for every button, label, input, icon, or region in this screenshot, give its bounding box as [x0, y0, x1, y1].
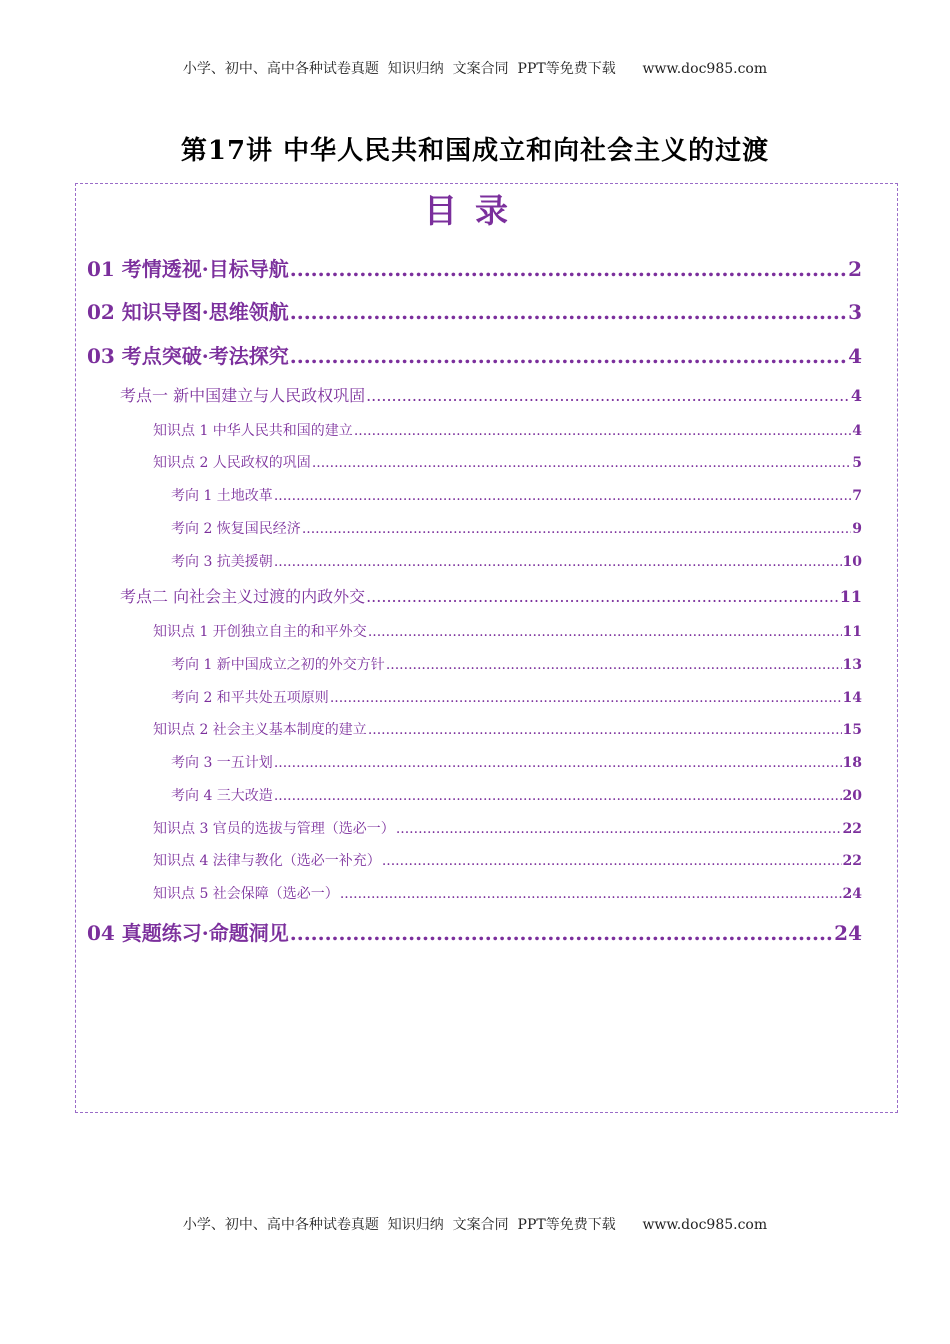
toc-entry-zhishidian[interactable]: [153, 883, 862, 903]
toc-leader: [396, 821, 842, 837]
toc-leader: [274, 755, 842, 771]
toc-leader: [274, 488, 851, 504]
toc-entry-page: 24: [842, 886, 862, 902]
toc-entry-label: 考向 1 新中国成立之初的外交方针: [171, 657, 385, 673]
toc-entry-kaoxiang[interactable]: [171, 654, 862, 674]
toc-entry-kaoxiang[interactable]: [171, 687, 862, 707]
document-title: 第17讲 中华人民共和国成立和向社会主义的过渡: [180, 136, 770, 166]
toc-leader: [366, 386, 850, 405]
toc-entry-page: 18: [842, 755, 862, 771]
toc-entry-02[interactable]: [87, 296, 862, 325]
toc-entry-04[interactable]: [87, 917, 862, 946]
toc-leader: [368, 722, 842, 738]
toc-entry-page: 15: [842, 722, 862, 738]
toc-entry-page: 11: [842, 624, 862, 640]
toc-leader: [330, 690, 842, 706]
toc-entry-label: 03 考点突破·考法探究: [87, 344, 289, 368]
toc-entry-label: 知识点 3 官员的选拔与管理（选必一）: [153, 821, 395, 837]
toc-entry-label: 考向 3 抗美援朝: [171, 554, 273, 570]
toc-entry-zhishidian[interactable]: [153, 420, 862, 440]
toc-entry-zhishidian[interactable]: [153, 719, 862, 739]
toc-entry-label: 知识点 5 社会保障（选必一）: [153, 886, 339, 902]
toc-entry-kaodian-2[interactable]: [120, 584, 862, 607]
toc-entry-label: 考点一 新中国建立与人民政权巩固: [120, 386, 366, 405]
toc-leader: [290, 300, 847, 324]
toc-leader: [274, 788, 842, 804]
toc-leader: [290, 921, 833, 945]
toc-leader: [274, 554, 842, 570]
toc-entry-label: 考向 1 土地改革: [171, 488, 273, 504]
toc-entry-page: 14: [842, 690, 862, 706]
toc-leader: [340, 886, 842, 902]
toc-entry-label: 02 知识导图·思维领航: [87, 300, 289, 324]
toc-entry-page: 24: [834, 921, 862, 945]
toc-entry-label: 考向 3 一五计划: [171, 755, 273, 771]
toc-entry-label: 知识点 4 法律与教化（选必一补充）: [153, 853, 381, 869]
toc-leader: [312, 455, 851, 471]
toc-entry-page: 9: [852, 521, 862, 537]
toc-entry-zhishidian[interactable]: [153, 818, 862, 838]
toc-entry-label: 知识点 1 中华人民共和国的建立: [153, 423, 353, 439]
toc-leader: [368, 624, 842, 640]
toc-entry-kaodian-1[interactable]: [120, 383, 862, 406]
toc-entry-label: 知识点 2 社会主义基本制度的建立: [153, 722, 367, 738]
toc-entry-page: 4: [848, 344, 862, 368]
toc-entry-label: 01 考情透视·目标导航: [87, 257, 289, 281]
toc-leader: [290, 257, 847, 281]
toc-entry-page: 22: [842, 821, 862, 837]
page-footer: 小学、初中、高中各种试卷真题 知识归纳 文案合同 PPT等免费下载 www.doc985.com: [182, 1217, 768, 1233]
toc-entry-page: 13: [842, 657, 862, 673]
toc-entry-zhishidian[interactable]: [153, 621, 862, 641]
toc-entry-label: 知识点 1 开创独立自主的和平外交: [153, 624, 367, 640]
toc-entry-page: 7: [852, 488, 862, 504]
toc-leader: [386, 657, 842, 673]
toc-entry-page: 20: [842, 788, 862, 804]
toc-leader: [302, 521, 851, 537]
toc-entry-page: 3: [848, 300, 862, 324]
toc-entry-page: 4: [850, 386, 862, 405]
toc-entry-label: 考点二 向社会主义过渡的内政外交: [120, 587, 366, 606]
toc-entry-label: 考向 2 恢复国民经济: [171, 521, 301, 537]
page-header: 小学、初中、高中各种试卷真题 知识归纳 文案合同 PPT等免费下载 www.doc985.com: [182, 61, 768, 77]
toc-entry-label: 考向 4 三大改造: [171, 788, 273, 804]
toc-entry-label: 04 真题练习·命题洞见: [87, 921, 289, 945]
toc-entry-03[interactable]: [87, 340, 862, 369]
toc-leader: [354, 423, 851, 439]
toc-leader: [290, 344, 847, 368]
toc-entry-page: 10: [842, 554, 862, 570]
toc-entry-label: 考向 2 和平共处五项原则: [171, 690, 329, 706]
toc-leader: [382, 853, 842, 869]
toc-entry-page: 5: [852, 455, 862, 471]
toc-entry-kaoxiang[interactable]: [171, 518, 862, 538]
toc-entry-page: 2: [848, 257, 862, 281]
toc-leader: [366, 587, 839, 606]
toc-entry-zhishidian[interactable]: [153, 452, 862, 472]
toc-heading: 目录: [424, 191, 526, 230]
toc-entry-zhishidian[interactable]: [153, 850, 862, 870]
toc-entry-kaoxiang[interactable]: [171, 551, 862, 571]
toc-entry-page: 4: [852, 423, 862, 439]
toc-entry-label: 知识点 2 人民政权的巩固: [153, 455, 311, 471]
toc-entry-kaoxiang[interactable]: [171, 785, 862, 805]
toc-entry-kaoxiang[interactable]: [171, 752, 862, 772]
toc-entry-kaoxiang[interactable]: [171, 485, 862, 505]
toc-entry-01[interactable]: [87, 253, 862, 282]
toc-entry-page: 11: [839, 587, 862, 606]
toc-entry-page: 22: [842, 853, 862, 869]
